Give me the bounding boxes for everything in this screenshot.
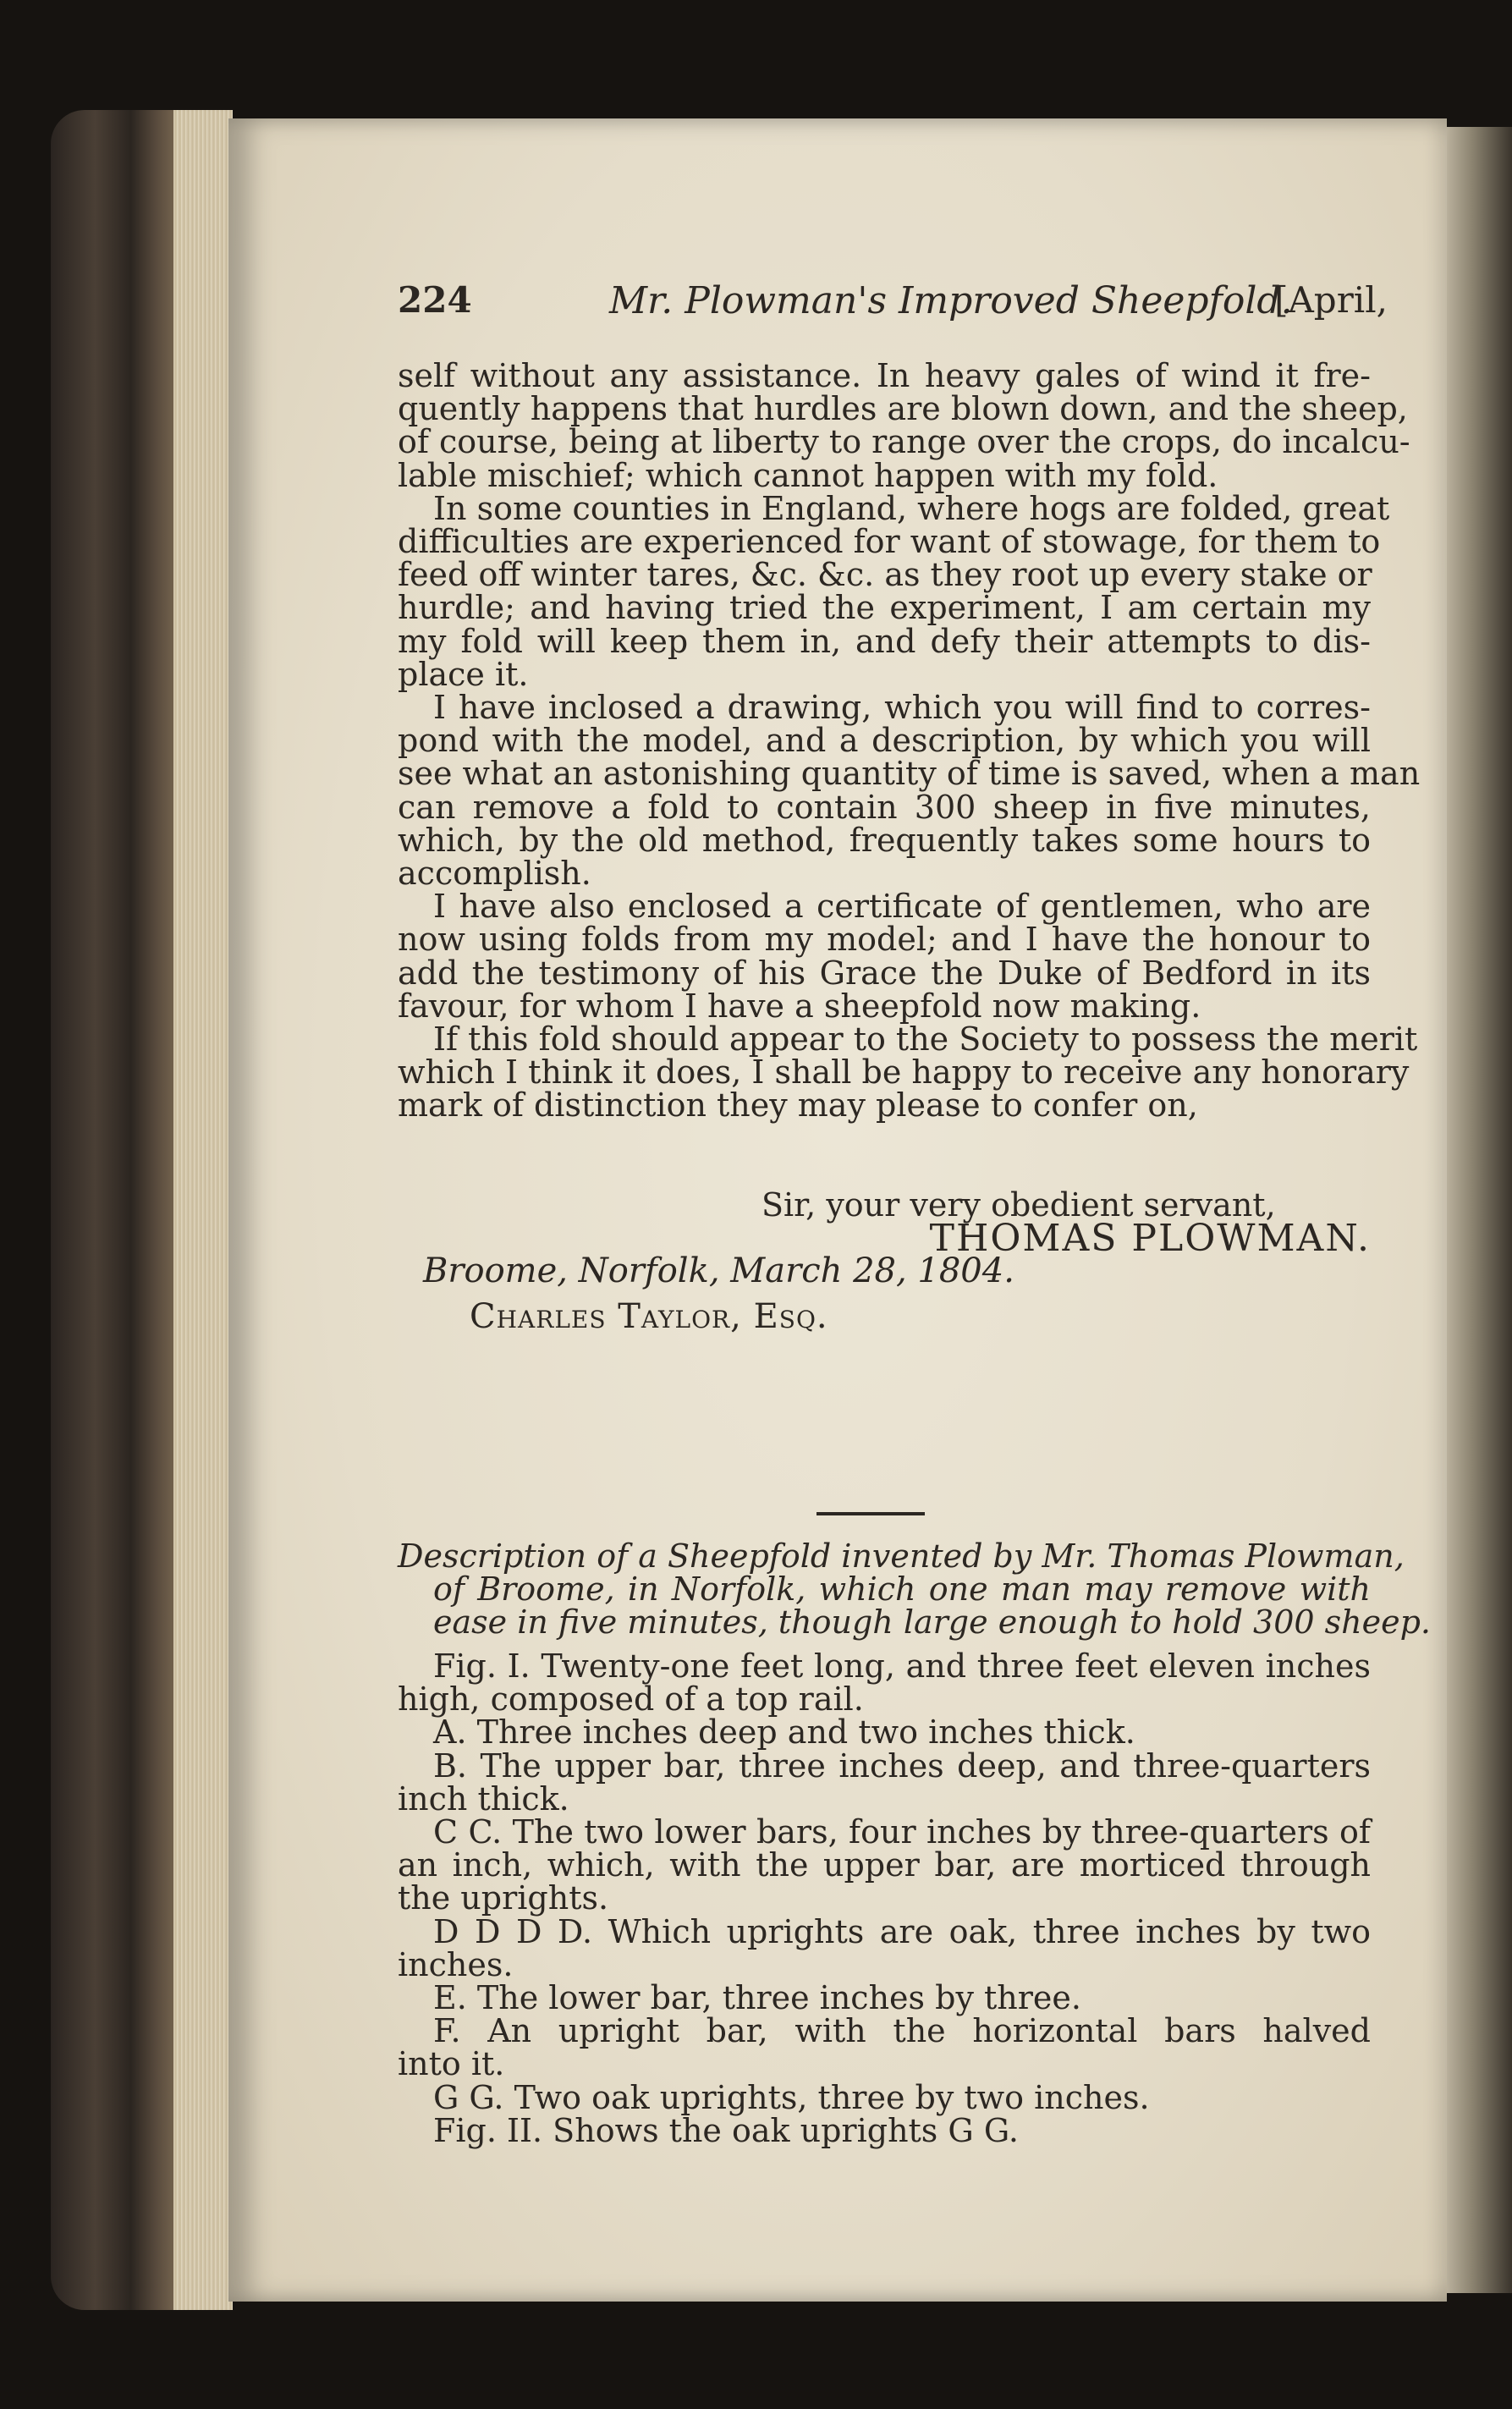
text-line: difficulties are experienced for want of stowage, for them to	[398, 523, 1381, 561]
text-line: If this fold should appear to the Society to possess the merit	[433, 1020, 1418, 1059]
text-line: high, composed of a top rail.	[398, 1680, 864, 1719]
text-line: D D D D. Which uprights are oak, three inches by two	[433, 1912, 1371, 1950]
section-divider	[816, 1512, 925, 1515]
text-line: A. Three inches deep and two inches thick.	[433, 1713, 1135, 1752]
text-line: add the testimony of his Grace the Duke of Bedford in its	[398, 954, 1371, 992]
text-line: In some counties in England, where hogs are folded, great	[433, 489, 1390, 527]
letter-paragraph	[398, 1020, 1418, 1125]
book-page	[228, 118, 1447, 2302]
text-line: accomplish.	[398, 855, 591, 893]
description-item	[398, 1979, 1371, 2017]
text-line: inches.	[398, 1945, 514, 1983]
heading-line: ease in five minutes, though large enough to hold 300 sheep.	[433, 1603, 1431, 1642]
text-line: E. The lower bar, three inches by three.	[433, 1979, 1081, 2017]
text-line: self without any assistance. In heavy gales of wind it fre-	[398, 357, 1371, 394]
description-item	[398, 1813, 1371, 1917]
text-line: into it.	[398, 2045, 505, 2083]
text-line: see what an astonishing quantity of time is saved, when a man	[398, 755, 1421, 793]
description-item	[398, 1713, 1371, 1752]
facing-page-edge	[1447, 127, 1512, 2293]
place-date: Broome, Norfolk, March 28, 1804.	[423, 1251, 1014, 1291]
page-header	[398, 279, 1388, 330]
text-line: now using folds from my model; and I have the honour to	[398, 921, 1371, 959]
text-line: feed off winter tares, &c. &c. as they root up every stake or	[398, 556, 1372, 594]
heading-line: of Broome, in Norfolk, which one man may remove with	[433, 1570, 1371, 1609]
text-line: F. An upright bar, with the horizontal bars halved	[433, 2012, 1371, 2050]
description-item	[398, 2111, 1371, 2149]
text-line: Fig. I. Twenty-one feet long, and three feet eleven inches	[433, 1647, 1371, 1685]
salutation: Sir, your very obedient servant,	[761, 1186, 1276, 1224]
text-line: B. The upper bar, three inches deep, and three-quarters	[433, 1746, 1371, 1785]
text-line: can remove a fold to contain 300 sheep in five minutes,	[398, 788, 1371, 826]
text-line: lable mischief; which cannot happen with my fold.	[398, 456, 1218, 494]
description-heading	[398, 1537, 1431, 1642]
letter-paragraph	[398, 489, 1390, 693]
letter-closing	[398, 1186, 1371, 1336]
text-line: which, by the old method, frequently takes some hours to	[398, 821, 1371, 859]
text-line: Fig. II. Shows the oak uprights G G.	[433, 2111, 1019, 2149]
letter-paragraph	[398, 689, 1421, 893]
text-line: the uprights.	[398, 1879, 609, 1917]
text-line: which I think it does, I shall be happy to receive any honorary	[398, 1053, 1410, 1092]
description-item	[398, 1647, 1371, 1719]
text-line: quently happens that hurdles are blown down, and the sheep,	[398, 390, 1408, 428]
text-line: inch thick.	[398, 1779, 569, 1818]
description-item	[398, 2012, 1371, 2083]
running-date: [April,	[1274, 279, 1388, 321]
text-line: I have also enclosed a certificate of gentlemen, who are	[433, 888, 1371, 926]
description-item	[398, 1746, 1371, 1818]
addressee: Charles Taylor, Esq.	[470, 1296, 828, 1336]
heading-line: Description of a Sheepfold invented by Mr. Thomas Plowman,	[398, 1537, 1405, 1575]
description-items	[398, 1647, 1371, 2149]
description-item	[398, 1912, 1371, 1983]
letter-paragraph	[398, 357, 1410, 494]
text-line: C C. The two lower bars, four inches by three-quarters of	[433, 1813, 1371, 1851]
text-line: G G. Two oak uprights, three by two inches.	[433, 2078, 1150, 2116]
letter-paragraph	[398, 890, 1371, 1023]
text-line: I have inclosed a drawing, which you will find to corres-	[433, 689, 1371, 727]
text-line: of course, being at liberty to range over the crops, do incalcu-	[398, 423, 1410, 461]
page-number: 224	[398, 279, 472, 321]
text-line: mark of distinction they may please to confer on,	[398, 1086, 1198, 1125]
running-title: Mr. Plowman's Improved Sheepfold.	[609, 279, 1293, 322]
text-line: place it.	[398, 655, 529, 693]
letter-body	[398, 357, 1421, 1125]
text-line: hurdle; and having tried the experiment, I am certain my	[398, 589, 1371, 627]
text-line: pond with the model, and a description, by which you will	[398, 722, 1371, 760]
text-line: favour, for whom I have a sheepfold now making.	[398, 987, 1201, 1025]
text-line: an inch, which, with the upper bar, are morticed through	[398, 1846, 1371, 1884]
description-item	[398, 2078, 1371, 2116]
page-stack-edge	[173, 110, 233, 2310]
signature: THOMAS PLOWMAN.	[929, 1217, 1371, 1261]
text-line: my fold will keep them in, and defy their attempts to dis-	[398, 622, 1371, 660]
